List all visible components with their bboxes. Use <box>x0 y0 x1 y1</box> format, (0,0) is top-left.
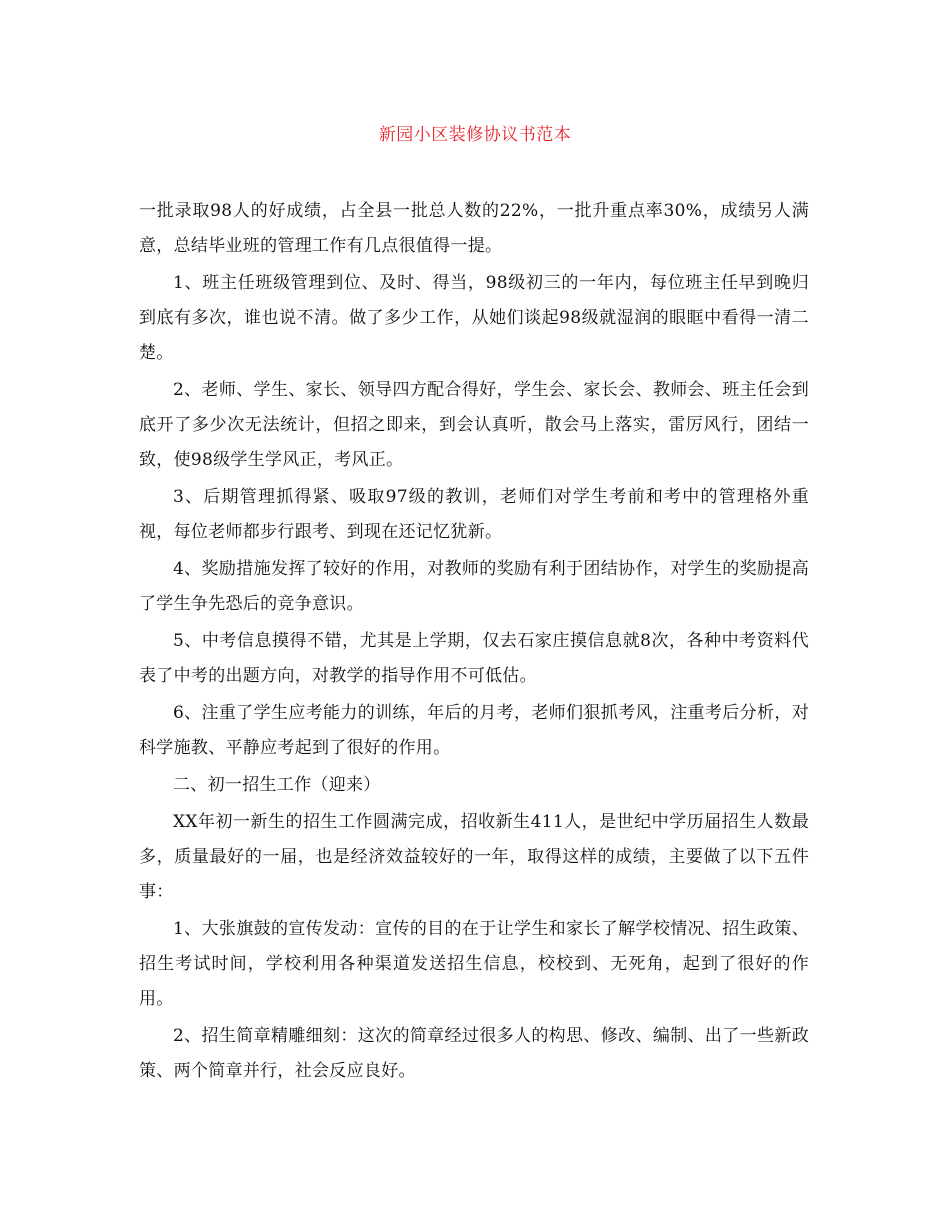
paragraph-10: 2、招生简章精雕细刻：这次的简章经过很多人的构思、修改、编制、出了一些新政策、两个简章并行，社会反应良好。 <box>139 1026 809 1081</box>
paragraph-5: 4、奖励措施发挥了较好的作用，对教师的奖励有利于团结协作，对学生的奖励提高了学生争先恐后的竞争意识。 <box>139 559 809 614</box>
paragraph-2: 1、班主任班级管理到位、及时、得当，98级初三的一年内，每位班主任早到晚归到底有多次，谁也说不清。做了多少工作，从她们谈起98级就湿润的眼眶中看得一清二楚。 <box>139 273 809 363</box>
section-heading: 二、初一招生工作（迎来） <box>173 775 381 795</box>
paragraph-7: 6、注重了学生应考能力的训练，年后的月考，老师们狠抓考风，注重考后分析，对科学施教、平静应考起到了很好的作用。 <box>139 703 809 758</box>
paragraph-8: XX年初一新生的招生工作圆满完成，招收新生411人，是世纪中学历届招生人数最多，质量最好的一届，也是经济效益较好的一年，取得这样的成绩，主要做了以下五件事： <box>139 812 809 902</box>
paragraph-4: 3、后期管理抓得紧、吸取97级的教训，老师们对学生考前和考中的管理格外重视，每位老师都步行跟考、到现在还记忆犹新。 <box>139 487 809 542</box>
document-body <box>139 194 809 1091</box>
paragraph-9: 1、大张旗鼓的宣传发动：宣传的目的在于让学生和家长了解学校情况、招生政策、招生考试时间，学校利用各种渠道发送招生信息，校校到、无死角，起到了很好的作用。 <box>139 919 809 1009</box>
paragraph-6: 5、中考信息摸得不错，尤其是上学期，仅去石家庄摸信息就8次，各种中考资料代表了中考的出题方向，对教学的指导作用不可低估。 <box>139 631 809 686</box>
paragraph-1: 一批录取98人的好成绩，占全县一批总人数的22%，一批升重点率30%，成绩另人满意，总结毕业班的管理工作有几点很值得一提。 <box>139 201 809 256</box>
paragraph-3: 2、老师、学生、家长、领导四方配合得好，学生会、家长会、教师会、班主任会到底开了多少次无法统计，但招之即来，到会认真听，散会马上落实，雷厉风行，团结一致，使98级学生学风正，考风正。 <box>139 380 809 470</box>
document-title: 新园小区装修协议书范本 <box>378 125 572 145</box>
